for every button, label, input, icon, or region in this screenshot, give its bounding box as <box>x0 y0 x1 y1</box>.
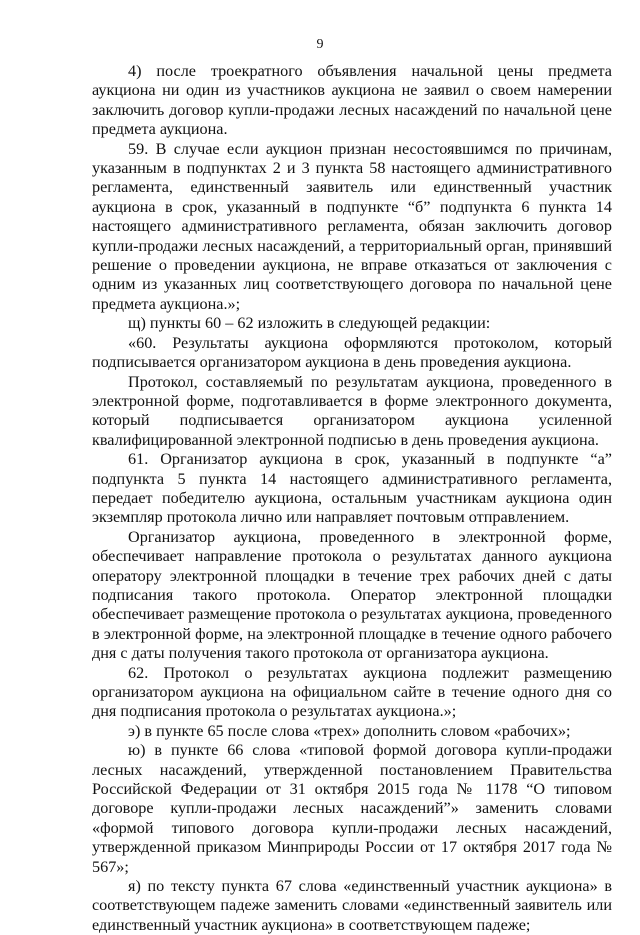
page-number: 9 <box>316 37 324 52</box>
paragraph-amendment-e: э) в пункте 65 после слова «трех» дополнить словом «рабочих»; <box>128 721 571 740</box>
paragraph-amendment-shcha: щ) пункты 60 – 62 изложить в следующей редакции: <box>128 314 491 333</box>
paragraph-59: 59. В случае если аукцион признан несостоявшимся по причинам, указанным в подпунктах 2 и 3 пункта 58 настоящего административного регламента, единственный заявитель или единственный участник аукциона в срок, указанный в подпункте “б” подпункта 6 пункта 14 настоящего административного регламента, обязан заключить договор купли-продажи лесных насаждений, а территориальный орган, принявший решение о проведении аукциона, не вправе отказаться от заключения с одним из указанных лиц соответствующего договора по начальной цене предмета аукциона.»; <box>92 139 612 313</box>
paragraph-subitem-4: 4) после троекратного объявления начальной цены предмета аукциона ни один из участников аукциона не заявил о своем намерении заключить договор купли-продажи лесных насаждений по начальной цене предмета аукциона. <box>92 62 612 139</box>
paragraph-60: «60. Результаты аукциона оформляются протоколом, который подписывается организатором аукциона в день проведения аукциона. <box>92 333 612 372</box>
paragraph-62: 62. Протокол о результатах аукциона подлежит размещению организатором аукциона на официальном сайте в течение одного дня со дня подписания протокола о результатах аукциона.»; <box>92 663 612 721</box>
paragraph-60-protocol: Протокол, составляемый по результатам аукциона, проведенного в электронной форме, подготавливается в форме электронного документа, который подписывается организатором аукциона усиленной квалифицированной электронной подписью в день проведения аукциона. <box>92 372 612 449</box>
paragraph-61: 61. Организатор аукциона в срок, указанный в подпункте “а” подпункта 5 пункта 14 настоящего административного регламента, передает победителю аукциона, остальным участникам аукциона один экземпляр протокола лично или направляет почтовым отправлением. <box>92 450 612 527</box>
paragraph-amendment-ya: я) по тексту пункта 67 слова «единственный участник аукциона» в соответствующем падеже заменить словами «единственный заявитель или единственный участник аукциона» в соответствующем падеже; <box>92 877 612 934</box>
document-body <box>92 62 612 935</box>
paragraph-amendment-yu: ю) в пункте 66 слова «типовой формой договора купли-продажи лесных насаждений, утвержденной постановлением Правительства Российской Федерации от 31 октября 2015 года № 1178 “О типовом договоре купли-продажи лесных насаждений”» заменить словами «формой типового договора купли-продажи лесных насаждений, утвержденной приказом Минприроды России от 17 октября 2017 года № 567»; <box>92 741 612 876</box>
paragraph-61-organizer: Организатор аукциона, проведенного в электронной форме, обеспечивает направление протокола о результатах данного аукциона оператору электронной площадки в течение трех рабочих дней с даты подписания такого протокола. Оператор электронной площадки обеспечивает размещение протокола о результатах аукциона, проведенного в электронной форме, на электронной площадке в течение одного рабочего дня с даты получения такого протокола от организатора аукциона. <box>92 527 612 663</box>
